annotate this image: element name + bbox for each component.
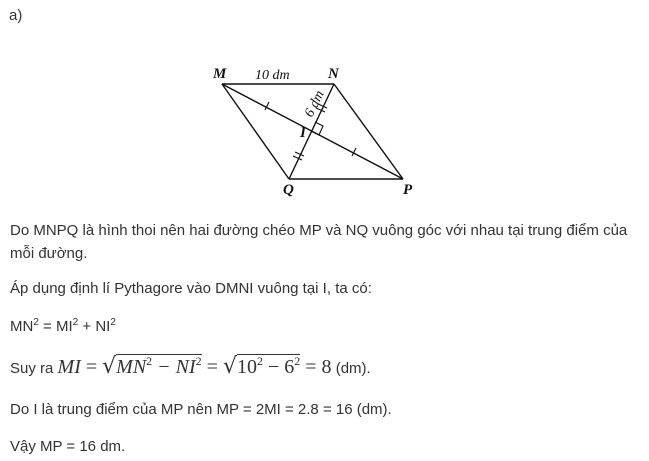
rhombus-figure <box>0 0 649 210</box>
term-mn: MN <box>10 318 34 335</box>
radicand-mn: MN <box>116 356 147 378</box>
solution-line-6: Vậy MP = 16 dm. <box>10 438 126 455</box>
sqrt-icon: √ <box>222 354 237 379</box>
exponent: 2 <box>33 317 39 328</box>
equals-sign: = <box>201 356 223 378</box>
solution-line-2: Áp dụng định lí Pythagore vào DMNI vuông tại I, ta có: <box>10 280 372 297</box>
sqrt-icon: √ <box>102 354 117 379</box>
minus-sign: − <box>152 356 176 378</box>
double-tick-iq-2 <box>293 156 302 160</box>
radicand-6: 6 <box>284 356 295 378</box>
part-label: a) <box>9 7 23 24</box>
solution-line-5: Do I là trung điểm của MP nên MP = 2MI = 2.8 = 16 (dm). <box>10 401 392 418</box>
equals-sign: = <box>80 356 103 378</box>
vertex-p-label: P <box>403 182 413 198</box>
solution-line-1: Do MNPQ là hình thoi nên hai đường chéo MP và NQ vuông góc với nhau tại trung điểm của mỗi đường. <box>10 222 628 262</box>
radicand-1 <box>116 354 202 378</box>
vertex-q-label: Q <box>283 182 294 198</box>
result-value: 8 <box>321 356 332 378</box>
radicand-10: 10 <box>236 356 257 378</box>
side-np <box>334 84 403 179</box>
term-mi: = MI <box>38 318 73 335</box>
exponent: 2 <box>110 317 116 328</box>
exponent: 2 <box>195 354 202 368</box>
minus-sign: − <box>262 356 285 378</box>
side-qm <box>222 84 289 179</box>
solution-line-4 <box>10 356 371 380</box>
prefix-text: Suy ra <box>10 360 58 377</box>
math-lhs-mi: MI <box>57 356 81 378</box>
term-ni: + NI <box>78 318 111 335</box>
solution-line-3 <box>10 316 116 338</box>
exponent: 2 <box>294 354 301 368</box>
radicand-ni: NI <box>175 356 196 378</box>
vertex-m-label: M <box>213 66 227 82</box>
point-i-label: I <box>300 125 306 141</box>
side-mn-length: 10 dm <box>255 68 290 83</box>
exponent: 2 <box>256 354 263 368</box>
unit-text: (dm). <box>331 360 371 377</box>
vertex-n-label: N <box>328 66 339 82</box>
exponent: 2 <box>72 317 79 328</box>
radicand-2 <box>237 354 300 378</box>
equals-sign: = <box>300 356 322 378</box>
segment-ni-length: 6 dm <box>302 88 328 120</box>
exponent: 2 <box>146 354 153 368</box>
